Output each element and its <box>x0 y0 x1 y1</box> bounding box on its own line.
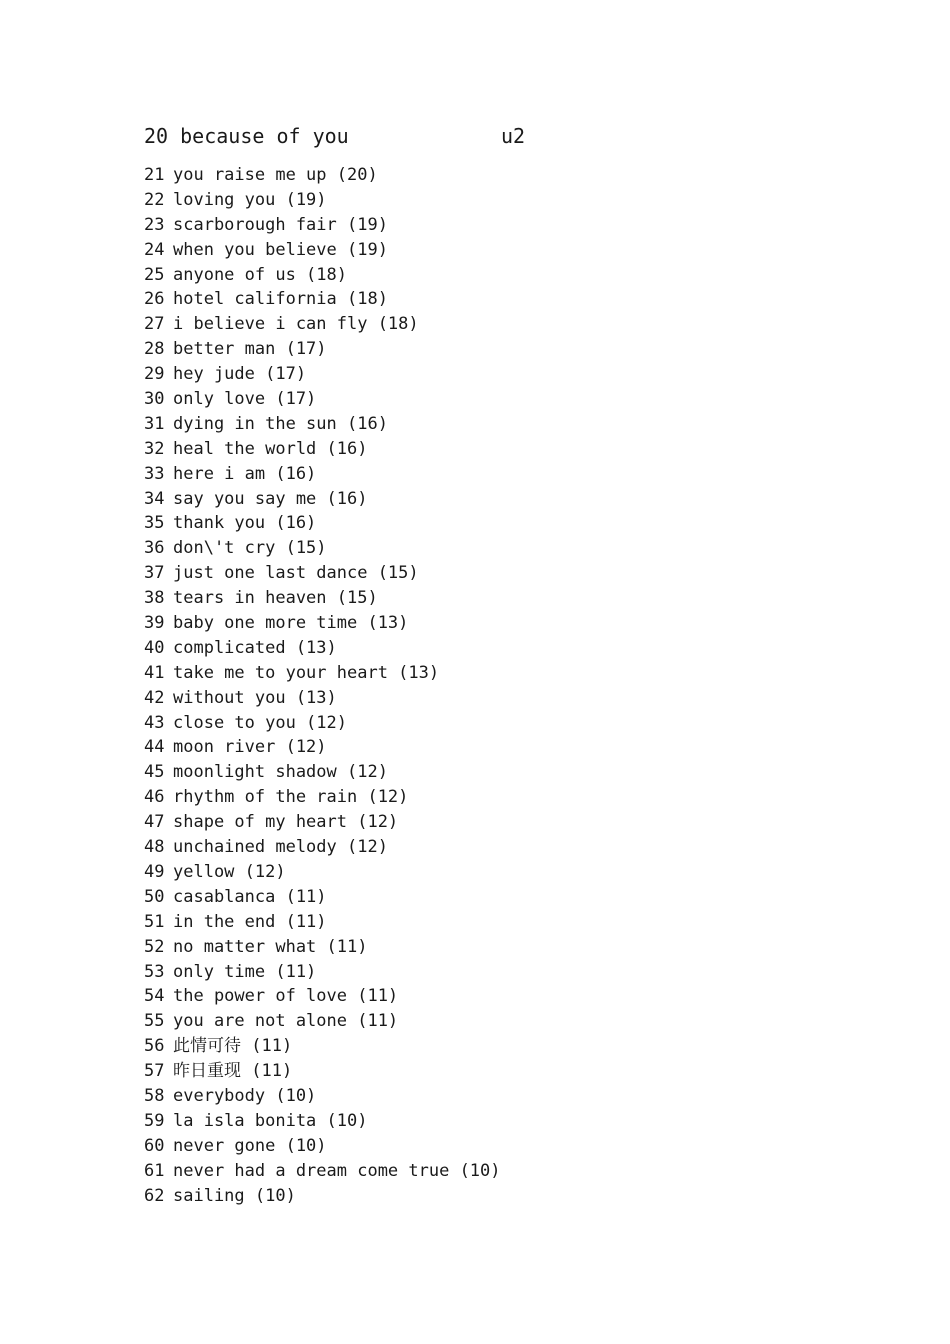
list-heading <box>144 122 564 150</box>
list-item <box>144 984 501 1009</box>
list-item <box>144 312 501 337</box>
song-entry: i believe i can fly (18) <box>173 314 419 335</box>
list-item <box>144 487 501 512</box>
song-entry: unchained melody (12) <box>173 837 388 858</box>
song-entry: thank you (16) <box>173 513 317 534</box>
song-rank: 27 <box>144 314 165 335</box>
song-rank: 24 <box>144 239 165 260</box>
song-rank: 44 <box>144 737 165 758</box>
song-entry: without you (13) <box>173 687 337 708</box>
list-item <box>144 735 501 760</box>
song-rank: 47 <box>144 812 165 833</box>
song-rank: 26 <box>144 289 165 310</box>
list-item <box>144 810 501 835</box>
song-entry: say you say me (16) <box>173 488 368 509</box>
list-item <box>144 287 501 312</box>
song-rank: 51 <box>144 911 165 932</box>
list-item <box>144 1184 501 1209</box>
list-item <box>144 586 501 611</box>
song-entry: just one last dance (15) <box>173 563 419 584</box>
song-entry: 昨日重现 (11) <box>173 1061 293 1082</box>
song-rank: 52 <box>144 936 165 957</box>
song-rank: 25 <box>144 264 165 285</box>
list-item <box>144 511 501 536</box>
song-rank: 54 <box>144 986 165 1007</box>
song-entry: never had a dream come true (10) <box>173 1160 501 1181</box>
list-item <box>144 960 501 985</box>
song-rank: 59 <box>144 1110 165 1131</box>
song-rank: 46 <box>144 787 165 808</box>
song-rank: 40 <box>144 637 165 658</box>
list-item <box>144 935 501 960</box>
list-item <box>144 263 501 288</box>
song-entry: scarborough fair (19) <box>173 214 388 235</box>
song-rank: 30 <box>144 389 165 410</box>
list-item <box>144 760 501 785</box>
song-entry: take me to your heart (13) <box>173 662 440 683</box>
song-rank: 35 <box>144 513 165 534</box>
song-entry: shape of my heart (12) <box>173 812 399 833</box>
list-item <box>144 661 501 686</box>
song-entry: no matter what (11) <box>173 936 368 957</box>
song-entry: baby one more time (13) <box>173 613 409 634</box>
list-item <box>144 1084 501 1109</box>
list-item <box>144 835 501 860</box>
list-item <box>144 1134 501 1159</box>
song-rank: 41 <box>144 662 165 683</box>
list-item <box>144 188 501 213</box>
song-rank: 55 <box>144 1011 165 1032</box>
song-rank: 53 <box>144 961 165 982</box>
song-entry: only love (17) <box>173 389 317 410</box>
heading-artist: u2 <box>501 124 526 148</box>
song-rank: 60 <box>144 1135 165 1156</box>
list-item <box>144 437 501 462</box>
song-entry: you raise me up (20) <box>173 165 378 185</box>
song-rank: 62 <box>144 1185 165 1206</box>
song-entry: tears in heaven (15) <box>173 588 378 609</box>
list-item <box>144 1159 501 1184</box>
song-entry: moon river (12) <box>173 737 327 758</box>
song-entry: moonlight shadow (12) <box>173 762 388 783</box>
list-item <box>144 337 501 362</box>
song-entry: the power of love (11) <box>173 986 399 1007</box>
song-entry: everybody (10) <box>173 1085 317 1106</box>
song-rank: 28 <box>144 339 165 360</box>
song-entry: close to you (12) <box>173 712 347 733</box>
song-entry: 此情可待 (11) <box>173 1036 293 1057</box>
list-item <box>144 412 501 437</box>
song-entry: in the end (11) <box>173 911 327 932</box>
song-rank: 29 <box>144 364 165 385</box>
song-entry: when you believe (19) <box>173 239 388 260</box>
song-rank: 58 <box>144 1085 165 1106</box>
song-rank: 33 <box>144 463 165 484</box>
song-rank: 32 <box>144 438 165 459</box>
song-entry: dying in the sun (16) <box>173 413 388 434</box>
list-item <box>144 1109 501 1134</box>
song-entry: yellow (12) <box>173 861 286 882</box>
song-entry: here i am (16) <box>173 463 317 484</box>
list-item <box>144 711 501 736</box>
list-item <box>144 1034 501 1059</box>
song-rank: 23 <box>144 214 165 235</box>
song-rank: 36 <box>144 538 165 559</box>
list-item <box>144 910 501 935</box>
song-rank: 37 <box>144 563 165 584</box>
list-item <box>144 462 501 487</box>
song-entry: rhythm of the rain (12) <box>173 787 409 808</box>
song-rank: 48 <box>144 837 165 858</box>
song-rank: 34 <box>144 488 165 509</box>
song-entry: complicated (13) <box>173 637 337 658</box>
list-item <box>144 860 501 885</box>
list-item <box>144 362 501 387</box>
song-entry: hey jude (17) <box>173 364 307 385</box>
song-entry: you are not alone (11) <box>173 1011 399 1032</box>
song-entry: la isla bonita (10) <box>173 1110 368 1131</box>
song-entry: don\'t cry (15) <box>173 538 327 559</box>
list-item <box>144 785 501 810</box>
list-item <box>144 561 501 586</box>
song-rank: 43 <box>144 712 165 733</box>
song-rank: 57 <box>144 1061 165 1082</box>
list-item <box>144 163 501 188</box>
list-item <box>144 1009 501 1034</box>
song-rank: 39 <box>144 613 165 634</box>
song-entry: loving you (19) <box>173 189 327 210</box>
list-item <box>144 387 501 412</box>
song-rank: 22 <box>144 189 165 210</box>
list-item <box>144 611 501 636</box>
song-rank: 31 <box>144 413 165 434</box>
list-item <box>144 213 501 238</box>
song-rank: 38 <box>144 588 165 609</box>
heading-title: because of you <box>180 124 349 148</box>
song-list <box>144 163 501 1208</box>
song-rank: 50 <box>144 886 165 907</box>
list-item <box>144 636 501 661</box>
song-entry: better man (17) <box>173 339 327 360</box>
song-entry: sailing (10) <box>173 1185 296 1206</box>
list-item <box>144 885 501 910</box>
song-entry: casablanca (11) <box>173 886 327 907</box>
song-rank: 45 <box>144 762 165 783</box>
song-rank: 56 <box>144 1036 165 1057</box>
song-rank: 61 <box>144 1160 165 1181</box>
list-item <box>144 686 501 711</box>
song-entry: hotel california (18) <box>173 289 388 310</box>
song-entry: heal the world (16) <box>173 438 368 459</box>
song-rank: 42 <box>144 687 165 708</box>
list-item <box>144 1059 501 1084</box>
heading-rank: 20 <box>144 124 169 148</box>
song-rank: 21 <box>144 165 165 185</box>
list-item <box>144 238 501 263</box>
list-item <box>144 536 501 561</box>
song-entry: never gone (10) <box>173 1135 327 1156</box>
song-entry: anyone of us (18) <box>173 264 347 285</box>
song-entry: only time (11) <box>173 961 317 982</box>
song-rank: 49 <box>144 861 165 882</box>
